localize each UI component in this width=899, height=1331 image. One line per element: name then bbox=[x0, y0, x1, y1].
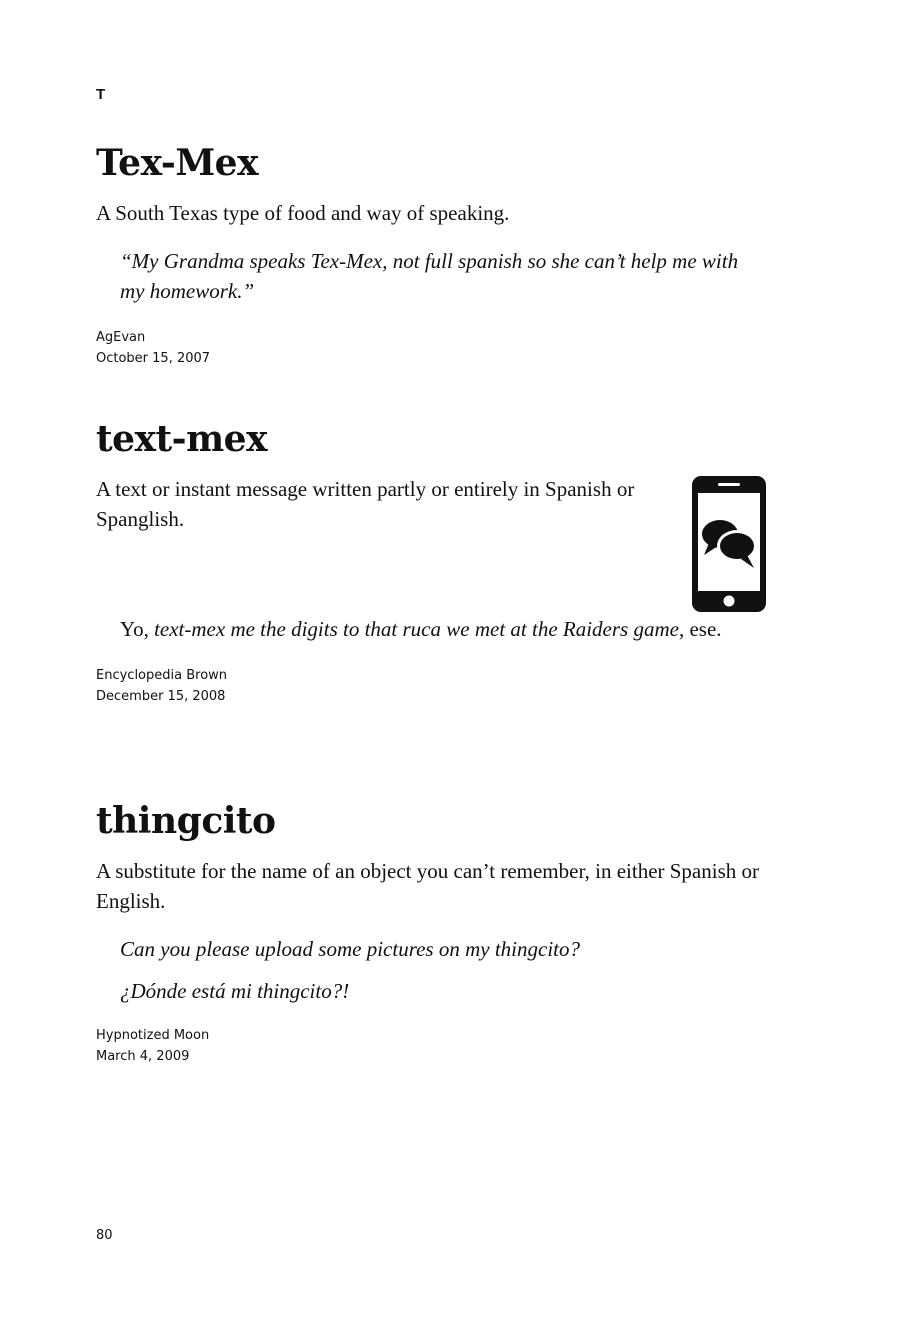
phone-chat-icon bbox=[691, 475, 767, 613]
example-italic: text-mex me the digits to that ruca we met at the Raiders game, bbox=[154, 617, 685, 641]
entry-date: March 4, 2009 bbox=[96, 1049, 190, 1064]
entry-date: December 15, 2008 bbox=[96, 689, 226, 704]
example-suffix: ese. bbox=[684, 617, 722, 641]
entry-author: Encyclopedia Brown bbox=[96, 668, 228, 683]
headword: Tex-Mex bbox=[96, 142, 259, 184]
example-prefix: Yo, bbox=[120, 617, 155, 641]
entry-text-mex bbox=[96, 417, 776, 707]
example-quote: Can you please upload some pictures on my thingcito? bbox=[120, 937, 580, 961]
page-number: 80 bbox=[96, 1228, 113, 1243]
section-letter: T bbox=[96, 86, 106, 103]
entry-thingcito bbox=[96, 799, 776, 1067]
headword: thingcito bbox=[96, 800, 276, 842]
entry-author: AgEvan bbox=[96, 330, 146, 345]
example-quote: ¿Dónde está mi thingcito?! bbox=[120, 979, 350, 1003]
entry-author: Hypnotized Moon bbox=[96, 1028, 210, 1043]
example-quote: “My Grandma speaks Tex-Mex, not full spanish so she can’t help me with my homework.” bbox=[120, 249, 739, 303]
definition: A substitute for the name of an object you can’t remember, in either Spanish or English. bbox=[96, 859, 760, 913]
headword: text-mex bbox=[96, 418, 268, 460]
example-quote bbox=[96, 614, 776, 644]
definition: A text or instant message written partly or entirely in Spanish or Spanglish. bbox=[96, 477, 635, 531]
entry-tex-mex bbox=[96, 141, 776, 369]
definition: A South Texas type of food and way of speaking. bbox=[96, 201, 510, 225]
entry-date: October 15, 2007 bbox=[96, 351, 211, 366]
